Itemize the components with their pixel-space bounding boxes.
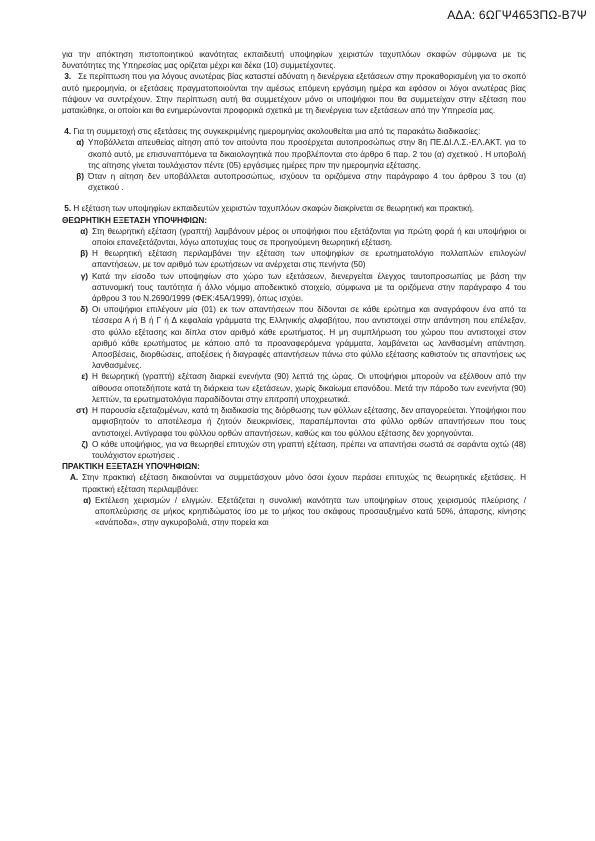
theory-item — [62, 271, 526, 305]
item-label: α) — [83, 495, 91, 505]
item-text: Η παρουσία εξεταζομένων, κατά τη διαδικασία της διόρθωσης των φύλλων εξέτασης, δεν απαγορεύεται. Υποψήφιοι που αμφισβητούν το αποτέλεσμα ή ζητούν διευκρινίσεις, παραπέμπονται στο φύλλο ορθών απαντήσεων που τους αντιστοιχεί. Αντίγραφα του φύλλου ορθών απαντήσεων, καθώς και του φύλλου εξέτασης δεν χορηγούνται. — [92, 406, 526, 438]
item-text: Στην πρακτική εξέταση δικαιούνται να συμμετάσχουν μόνο όσοι έχουν περάσει επιτυχώς τις θεωρητικές εξετάσεις. Η πρακτική εξέταση περιλαμβάνει: — [82, 473, 526, 494]
item-text: Κατά την είσοδο των υποψηφίων στο χώρο των εξετάσεων, διενεργείται έλεγχος ταυτοπροσωπίας με βάση την αστυνομική τους ταυτότητα ή άλλο νόμιμο αποδεικτικό στοιχείο, σύμφωνα με τα οριζόμενα στην παράγραφο 4 του άρθρου 3 του Ν.2690/1999 (ΦΕΚ:45Α/1999), όπως ισχύει. — [92, 271, 526, 304]
theory-item — [62, 439, 526, 461]
section-5-text: Η εξέταση των υποψηφίων εκπαιδευτών χειριστών ταχυπλόων σκαφών διακρίνεται σε θεωρητική και πρακτική. — [73, 204, 475, 214]
section-4 — [62, 126, 526, 137]
intro-paragraph: για την απόκτηση πιστοποιητικού ικανότητας εκπαιδευτή υποψηφίων χειριστών ταχυπλόων σκαφών σύμφωνα με τις δυνατότητες της Υπηρεσίας μας ορίζεται μέχρι και δέκα (10) συμμετέχοντες. — [62, 50, 526, 71]
item-label: στ) — [76, 406, 88, 416]
document-body — [62, 49, 526, 528]
section-3 — [62, 71, 526, 116]
theory-item — [62, 371, 526, 405]
section-5-number: 5. — [64, 204, 72, 214]
item-text: Ο κάθε υποψήφιος, για να θεωρηθεί επιτυχών στη γραπτή εξέταση, πρέπει να απαντήσει σωστά σε σαράντα οχτώ (48) τουλάχιστον ερωτήσεις . — [92, 439, 526, 460]
theory-item — [62, 248, 526, 270]
item-label: δ) — [80, 305, 88, 315]
item-text: Οι υποψήφιοι επιλέγουν μία (01) εκ των απαντήσεων που δίδονται σε κάθε ερώτημα και αναγράφουν ένα από τα τέσσερα Α ή Β ή Γ ή Δ κεφαλαία γράμματα της Ελληνικής αλφαβήτου, που αντιστοιχεί στην απάντηση που επέλεξαν, στο φύλλο εξέτασης και δίπλα στον αριθμό κάθε ερωτήματος. Η μη συμπλήρωση του χώρου που αντιστοιχεί στον αριθμό κάθε ερωτήματος με κάποιο από τα προαναφερόμενα γράμματα, λαμβάνεται ως λανθασμένη απάντηση. Αποσβέσεις, διορθώσεις, αποξέσεις ή διαγραφές απαντήσεων πάνω στο φύλλο εξέτασης καθιστούν τις απαντήσεις ως λανθασμένες. — [92, 305, 526, 371]
theory-item — [62, 304, 526, 371]
theory-heading: ΘΕΩΡΗΤΙΚΗ ΕΞΕΤΑΣΗ ΥΠΟΨΗΦΙΩΝ: — [62, 215, 208, 225]
theory-item — [62, 405, 526, 439]
item-text: Υποβάλλεται απευθείας αίτηση από τον αιτούντα που προσέρχεται αυτοπροσώπως στην 8η ΠΕ.ΔΙ.Λ.Σ.-ΕΛ.ΑΚΤ. για το σκοπό αυτό, με επισυναπτόμενα τα δικαιολογητικά που προβλέπονται στο άρθρο 6 παρ. 2 του (α) σχετικού . Η υποβολή της αίτησης γίνεται τουλάχιστον πέντε (05) εργάσιμες ημέρες πριν την ημερομηνία εξέτασης. — [88, 138, 526, 170]
item-label: γ) — [80, 271, 88, 281]
practical-subitem — [62, 495, 526, 529]
section-4-item-a — [62, 137, 526, 171]
item-label: α) — [76, 138, 84, 148]
item-text: Στη θεωρητική εξέταση (γραπτή) λαμβάνουν μέρος οι υποψήφιοι που εξετάζονται για πρώτη φορά ή και υποψήφιοι οι οποίοι επανεξετάζονται, λόγω αποτυχίας τους σε προηγούμενη θεωρητική εξέταση. — [92, 226, 526, 248]
item-label: β) — [76, 172, 84, 182]
item-label: β) — [80, 249, 88, 259]
item-label: α) — [80, 226, 88, 236]
section-4-number: 4. — [64, 127, 72, 137]
section-4-item-b — [62, 171, 526, 193]
section-5 — [62, 203, 526, 214]
item-text: Όταν η αίτηση δεν υποβάλλεται αυτοπροσώπως, ισχύουν τα οριζόμενα στην παράγραφο 4 του άρθρου 3 του (α) σχετικού . — [88, 172, 526, 193]
section-3-number: 3. — [64, 72, 72, 82]
section-4-text: Για τη συμμετοχή στις εξετάσεις της συγκεκριμένης ημερομηνίας ακολουθείται μια από τις παρακάτω διαδικασίες: — [73, 127, 481, 137]
item-text: Η θεωρητική εξέταση περιλαμβάνει την εξέταση των υποψηφίων σε ερωτηματολόγιο πολλαπλών επιλογών/απαντήσεων, με τον αριθμό των ερωτήσεων να ανέρχεται στις πενήντα (50) — [92, 249, 526, 270]
practical-item-a — [62, 472, 526, 494]
item-label: Α. — [70, 473, 79, 483]
item-label: ζ) — [81, 439, 88, 449]
item-text: Η θεωρητική (γραπτή) εξέταση διαρκεί ενενήντα (90) λεπτά της ώρας. Οι υποψήφιοι μπορούν να εξέλθουν από την αίθουσα οποτεδήποτε κατά τη διάρκεια των εξετάσεων, χωρίς δικαίωμα επανόδου. Μετά την πάροδο των ενενήντα (90) λεπτών, τα ερωτηματολόγια παραδίδονται στην επιτροπή υποχρεωτικά. — [92, 372, 526, 404]
item-label: ε) — [81, 372, 88, 382]
ada-code: ΑΔΑ: 6ΩΓΨ4653ΠΩ-Β7Ψ — [447, 8, 587, 22]
section-3-text: Σε περίπτωση που για λόγους ανωτέρας βίας καταστεί αδύνατη η διενέργεια εξετάσεων στην προκαθορισμένη για το σκοπό αυτό ημερομηνία, οι εξετάσεις πραγματοποιούνται την αμέσως επόμενη εργάσιμη ημέρα και εφόσον οι λόγοι ανωτέρας βίας πάψουν να συντρέχουν. Στην περίπτωση αυτή θα συμμετέχουν μόνο οι υποψήφιοι που θα συμμετείχαν στην εξέταση που ματαιώθηκε, οι οποίοι και θα ενημερώνονται προφορικά σχετικά με τη διενέργεια των εξετάσεων από την Υπηρεσία μας. — [62, 72, 527, 116]
theory-item — [62, 226, 526, 248]
item-text: Εκτέλεση χειρισμών / ελιγμών. Εξετάζεται η συνολική ικανότητα των υποψηφίων στους χειρισμούς πλεύρισης / αποπλεύρισης σε μήκος κρηπιδώματος ίσο με το μήκος του σκάφους προσαυξημένο κατά 50%, άπαρσης, κίνησης «ανάποδα», στην αγκυροβολιά, στην πορεία και — [95, 495, 526, 528]
practical-heading: ΠΡΑΚΤΙΚΗ ΕΞΕΤΑΣΗ ΥΠΟΨΗΦΙΩΝ: — [62, 462, 200, 472]
